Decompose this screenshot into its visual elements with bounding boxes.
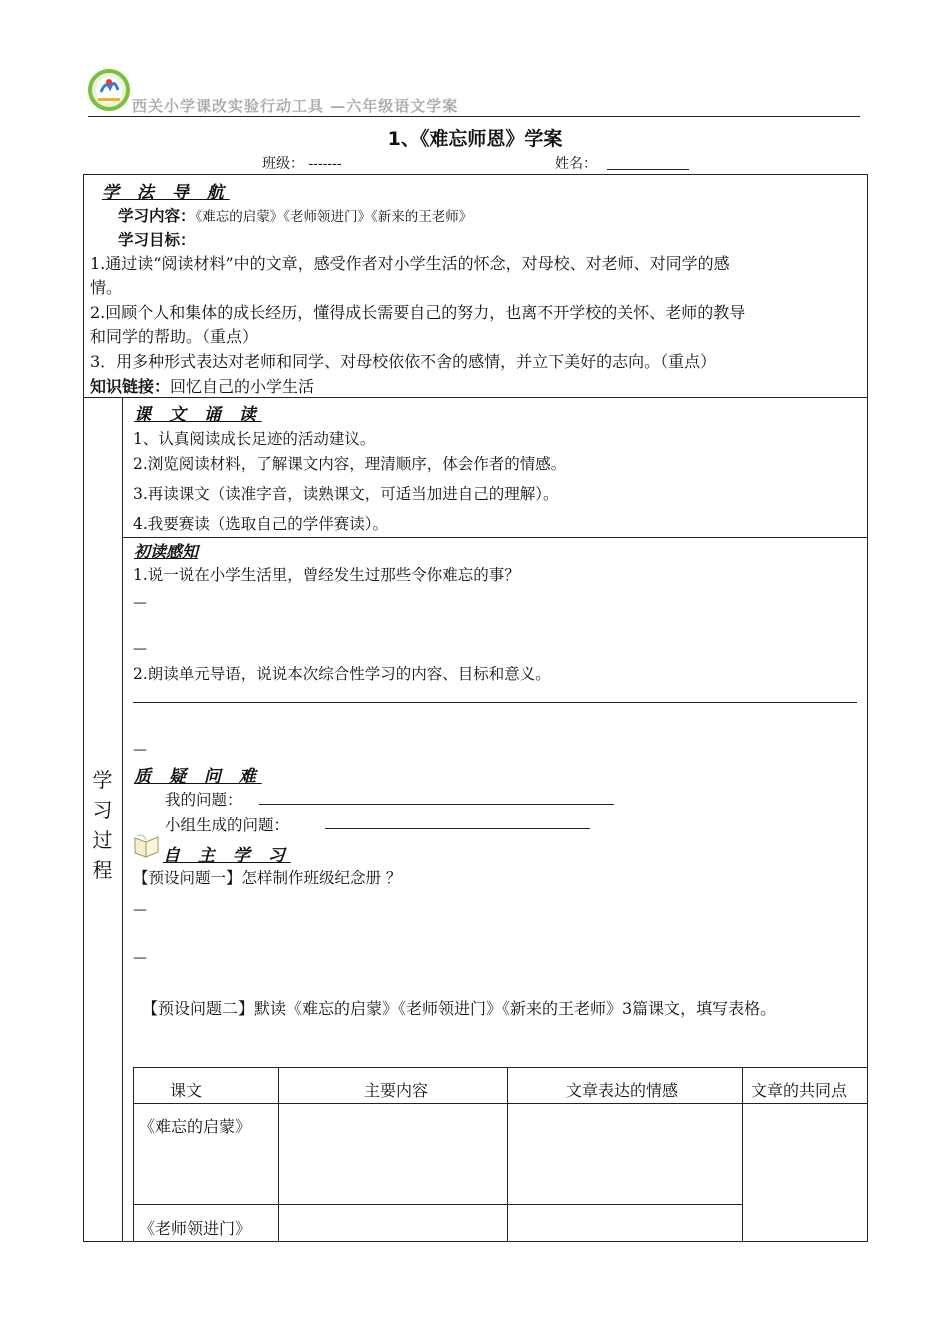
inner-col-3 xyxy=(507,1067,508,1242)
inner-col-1 xyxy=(133,1067,134,1242)
table-row-1-title: 《难忘的启蒙》 xyxy=(139,1117,252,1136)
table-header-emotion: 文章表达的情感 xyxy=(566,1081,679,1100)
name-label: 姓名： xyxy=(555,156,597,172)
inner-row-divider xyxy=(133,1204,742,1205)
knowledge-link: 知识链接：回忆自己的小学生活 xyxy=(90,377,315,396)
answer-dash-3[interactable]: — xyxy=(133,742,147,758)
guide-section-title: 学 法 导 航 xyxy=(102,183,230,203)
table-header-text: 课文 xyxy=(170,1081,203,1100)
guide-divider xyxy=(83,397,868,398)
goal-3: 3．用多种形式表达对老师和同学、对母校依依不舍的感情，并立下美好的志向。（重点） xyxy=(90,352,717,371)
my-question-field[interactable] xyxy=(259,804,614,805)
answer-dash-5[interactable]: — xyxy=(133,950,147,966)
class-label: 班级： ------- xyxy=(262,156,342,172)
answer-dash-1[interactable]: — xyxy=(133,595,147,611)
self-study-title: 自 主 学 习 xyxy=(163,846,291,866)
side-label: 学 习 过 程 xyxy=(92,768,113,882)
table-row-2-title: 《老师领进门》 xyxy=(139,1219,252,1238)
frame-bottom xyxy=(83,1241,868,1242)
reading-divider xyxy=(122,537,868,538)
preset-question-1: 【预设问题一】怎样制作班级纪念册 ？ xyxy=(133,869,402,887)
reading-item-2: 2.浏览阅读材料，了解课文内容，理清顺序，体会作者的情感。 xyxy=(133,455,567,473)
answer-dash-2[interactable]: — xyxy=(133,641,147,657)
side-divider xyxy=(122,397,123,1242)
header-divider xyxy=(88,116,860,117)
frame-right xyxy=(867,174,868,1242)
name-field[interactable] xyxy=(607,169,689,170)
inner-col-4 xyxy=(742,1067,743,1242)
school-logo-icon xyxy=(88,68,130,114)
goal-1a: 1.通过读“阅读材料”中的文章，感受作者对小学生活的怀念，对母校、对老师、对同学的感 xyxy=(90,254,730,273)
first-read-title: 初读感知 xyxy=(134,542,199,561)
reading-item-3: 3.再读课文（读准字音，读熟课文，可适当加进自己的理解）。 xyxy=(133,485,559,503)
frame-left xyxy=(83,174,84,1242)
reading-item-1: 1、认真阅读成长足迹的活动建议。 xyxy=(133,430,376,448)
goals-label: 学习目标： xyxy=(118,231,196,249)
content-line: 学习内容：《难忘的启蒙》《老师领进门》《新来的王老师》 xyxy=(118,207,473,225)
goal-1b: 情。 xyxy=(90,278,123,297)
group-question-label: 小组生成的问题： xyxy=(165,816,290,834)
inner-table-top xyxy=(133,1067,867,1068)
inner-header-divider xyxy=(133,1103,867,1104)
inner-col-2 xyxy=(278,1067,279,1242)
reading-item-4: 4.我要赛读（选取自己的学伴赛读）。 xyxy=(133,515,389,533)
question-section-title: 质 疑 问 难 xyxy=(134,767,262,787)
goal-2b: 和同学的帮助。（重点） xyxy=(90,327,259,346)
table-header-content: 主要内容 xyxy=(364,1081,429,1100)
goal-2a: 2.回顾个人和集体的成长经历，懂得成长需要自己的努力，也离不开学校的关怀、老师的教导 xyxy=(90,303,746,322)
page-title: 1、《难忘师恩》学案 xyxy=(387,128,563,150)
my-question-label: 我的问题： xyxy=(165,791,243,809)
answer-line-q2[interactable] xyxy=(133,702,857,703)
class-field[interactable]: ------- xyxy=(308,156,342,172)
frame-top xyxy=(83,174,868,175)
table-header-common: 文章的共同点 xyxy=(751,1081,848,1100)
preset-question-2: 【预设问题二】默读《难忘的启蒙》《老师领进门》《新来的王老师》3篇课文，填写表格。 xyxy=(142,999,777,1018)
reading-section-title: 课 文 诵 读 xyxy=(134,405,262,425)
header-text: 西关小学课改实验行动工具 —六年级语文学案 xyxy=(132,97,459,115)
book-icon xyxy=(132,832,162,860)
group-question-field[interactable] xyxy=(325,828,590,829)
first-read-q1: 1.说一说在小学生活里，曾经发生过那些令你难忘的事？ xyxy=(133,566,520,584)
first-read-q2: 2.朗读单元导语，说说本次综合性学习的内容、目标和意义。 xyxy=(133,665,551,683)
answer-dash-4[interactable]: — xyxy=(133,902,147,918)
